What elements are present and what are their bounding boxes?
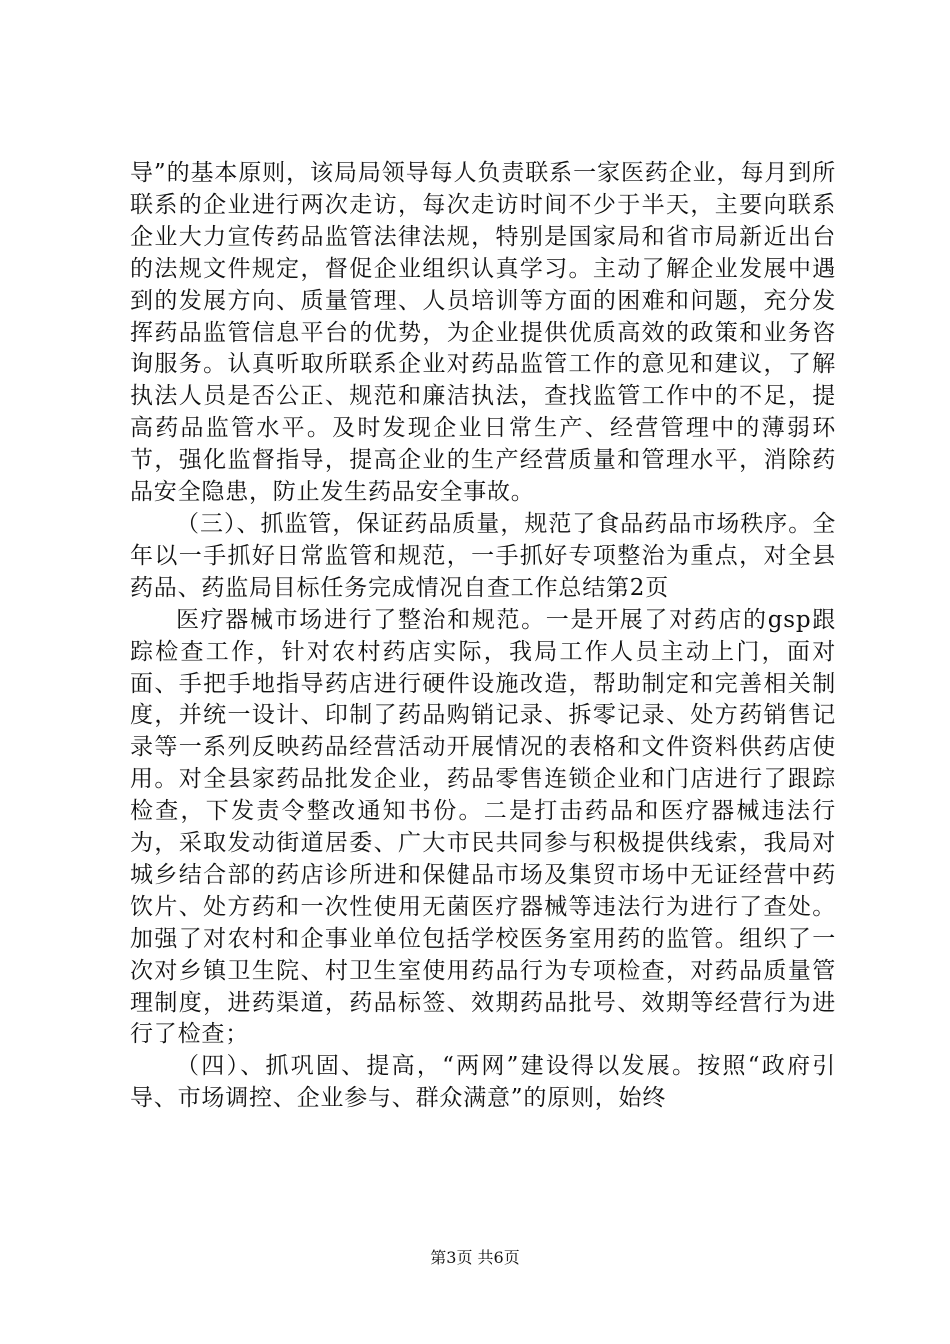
page-footer: 第3页 共6页: [430, 1248, 520, 1267]
paragraph: （三）、抓监管，保证药品质量，规范了食品药品市场秩序。全年以一手抓好日常监管和规范，一手抓好专项整治为重点，对全县药品、药监局目标任务完成情况自查工作总结第2页: [130, 510, 836, 601]
body-text: [130, 158, 836, 1115]
paragraph: 导”的基本原则，该局局领导每人负责联系一家医药企业，每月到所联系的企业进行两次走访，每次走访时间不少于半天，主要向联系企业大力宣传药品监管法律法规，特别是国家局和省市局新近出台的法规文件规定，督促企业组织认真学习。主动了解企业发展中遇到的发展方向、质量管理、人员培训等方面的困难和问题，充分发挥药品监管信息平台的优势，为企业提供优质高效的政策和业务咨询服务。认真听取所联系企业对药品监管工作的意见和建议，了解执法人员是否公正、规范和廉洁执法，查找监管工作中的不足，提高药品监管水平。及时发现企业日常生产、经营管理中的薄弱环节，强化监督指导，提高企业的生产经营质量和管理水平，消除药品安全隐患，防止发生药品安全事故。: [130, 160, 836, 506]
paragraph: 医疗器械市场进行了整治和规范。一是开展了对药店的gsp跟踪检查工作，针对农村药店实际，我局工作人员主动上门，面对面、手把手地指导药店进行硬件设施改造，帮助制定和完善相关制度，并统一设计、印制了药品购销记录、拆零记录、处方药销售记录等一系列反映药品经营活动开展情况的表格和文件资料供药店使用。对全县家药品批发企业，药品零售连锁企业和门店进行了跟踪检查，下发责令整改通知书份。二是打击药品和医疗器械违法行为，采取发动街道居委、广大市民共同参与积极提供线索，我局对城乡结合部的药店诊所进和保健品市场及集贸市场中无证经营中药饮片、处方药和一次性使用无菌医疗器械等违法行为进行了查处。加强了对农村和企事业单位包括学校医务室用药的监管。组织了一次对乡镇卫生院、村卫生室使用药品行为专项检查，对药品质量管理制度，进药渠道，药品标签、效期药品批号、效期等经营行为进行了检查；: [130, 606, 836, 1048]
paragraph: （四）、抓巩固、提高，“两网”建设得以发展。按照“政府引导、市场调控、企业参与、群众满意”的原则，始终: [130, 1053, 836, 1112]
